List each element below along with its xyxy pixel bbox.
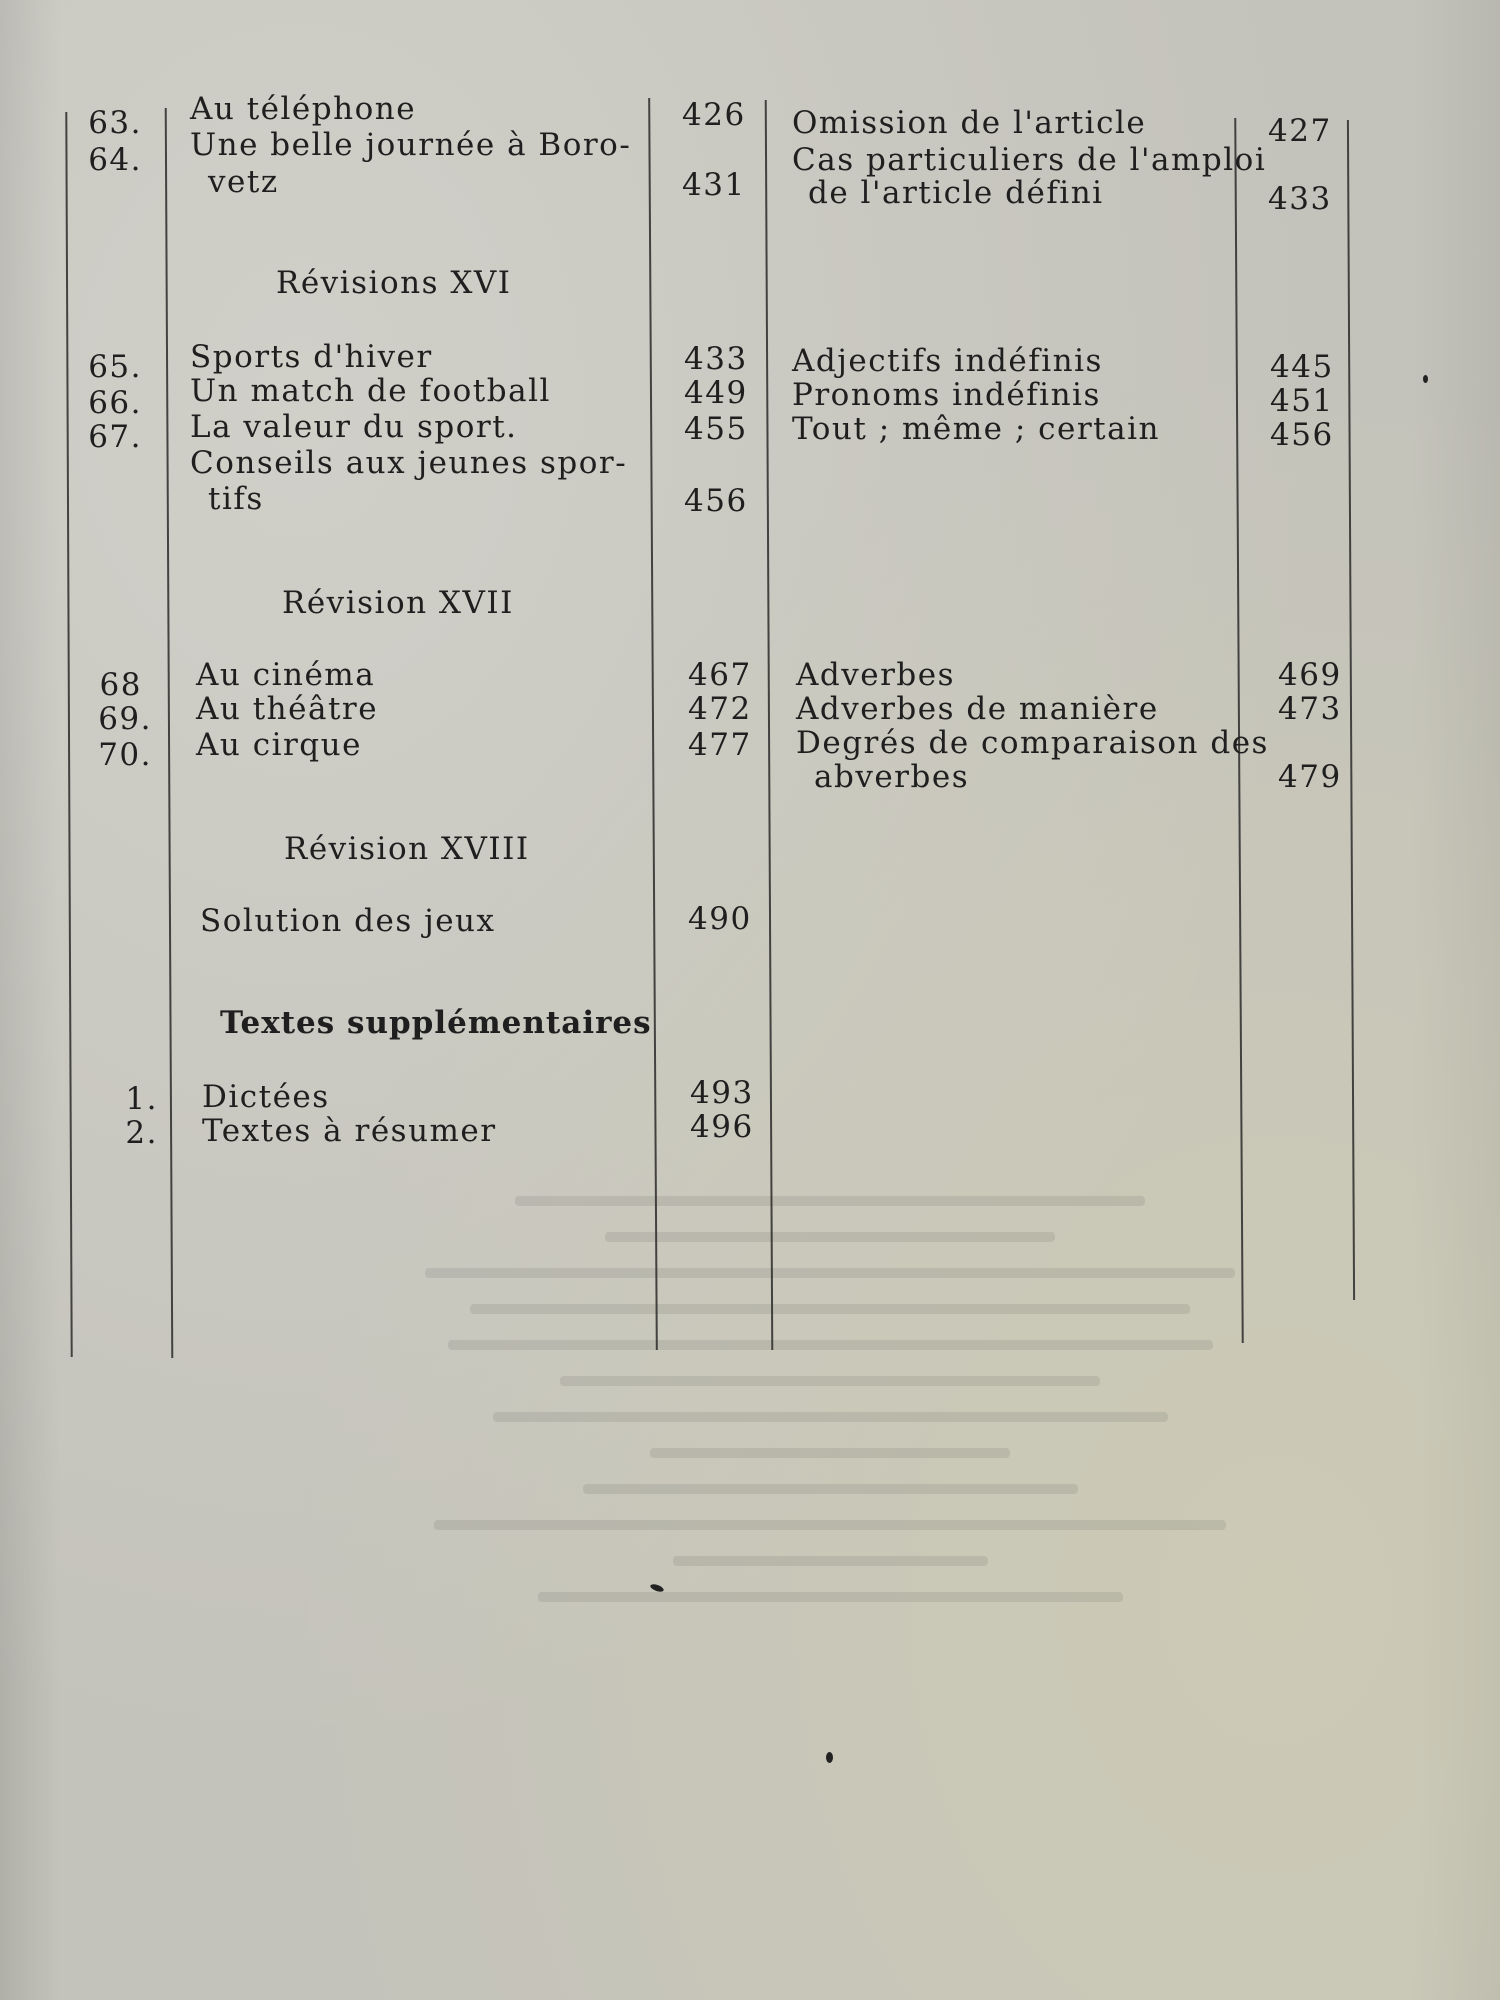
grammar-title-continuation: abverbes [814,759,970,795]
grammar-page: 445 [1270,349,1334,385]
grammar-title: Omission de l'article [792,105,1147,141]
lesson-title: Une belle journée à Boro- [190,127,632,163]
supplementary-title: Textes à résumer [202,1113,497,1149]
lesson-page: 449 [684,375,748,411]
lesson-page: 426 [682,97,746,133]
grammar-title: Degrés de comparaison des [796,725,1269,761]
solution-title: Solution des jeux [200,903,496,939]
lesson-number: 70. [98,737,152,773]
grammar-page: 456 [1270,417,1334,453]
column-rule-right-edge [1347,120,1355,1300]
grammar-title: Tout ; même ; certain [792,411,1160,447]
lesson-title: La valeur du sport. [190,409,518,445]
grammar-title-continuation: de l'article défini [808,175,1104,211]
supplementary-page: 493 [690,1075,754,1111]
lesson-title: Au cirque [196,727,362,763]
grammar-title: Pronoms indéfinis [792,377,1101,413]
lesson-title: Au cinéma [196,657,376,693]
lesson-title: Au théâtre [196,691,379,727]
lesson-page: 433 [684,341,748,377]
column-rule-left-edge [65,112,72,1357]
lesson-title: Sports d'hiver [190,339,433,375]
lesson-page: 455 [684,411,748,447]
grammar-title: Adjectifs indéfinis [792,343,1103,379]
show-through-text [380,1170,1280,1790]
lesson-number: 66. [88,385,142,421]
supplementary-page: 496 [690,1109,754,1145]
solution-page: 490 [688,901,752,937]
grammar-page: 433 [1268,181,1332,217]
grammar-page: 469 [1278,657,1342,693]
lesson-number: 67. [88,419,142,455]
grammar-page: 479 [1278,759,1342,795]
grammar-title: Cas particuliers de l'amploi [792,142,1267,178]
lesson-page: 472 [688,691,752,727]
revision-heading: Révisions XVI [276,265,512,301]
lesson-title-continuation: tifs [208,481,264,517]
lesson-number: 64. [88,142,142,178]
grammar-page: 473 [1278,691,1342,727]
lesson-title: Conseils aux jeunes spor- [190,445,628,481]
grammar-page: 451 [1270,383,1334,419]
paper-speck [826,1752,833,1763]
grammar-title: Adverbes de manière [796,691,1159,727]
lesson-number: 63. [88,105,142,141]
lesson-page: 431 [682,167,746,203]
column-rule-number [165,108,174,1358]
lesson-title: Un match de football [190,373,551,409]
grammar-title: Adverbes [796,657,956,693]
lesson-title-continuation: vetz [208,164,279,200]
lesson-page: 456 [684,483,748,519]
grammar-page: 427 [1268,113,1332,149]
lesson-number: 69. [98,701,152,737]
supplementary-title: Dictées [202,1079,330,1115]
revision-heading: Révision XVII [282,585,514,621]
column-rule-grammar [765,100,774,1350]
supplementary-number: 2. [125,1115,158,1151]
column-rule-lesson-page [648,98,658,1350]
lesson-page: 477 [688,727,752,763]
supplementary-number: 1. [125,1081,158,1117]
revision-heading: Révision XVIII [284,831,530,867]
lesson-page: 467 [688,657,752,693]
lesson-title: Au téléphone [190,91,417,127]
supplementary-heading: Textes supplémentaires [220,1005,652,1041]
paper-speck [1423,375,1428,383]
lesson-number: 68 [99,667,142,703]
lesson-number: 65. [88,349,142,385]
